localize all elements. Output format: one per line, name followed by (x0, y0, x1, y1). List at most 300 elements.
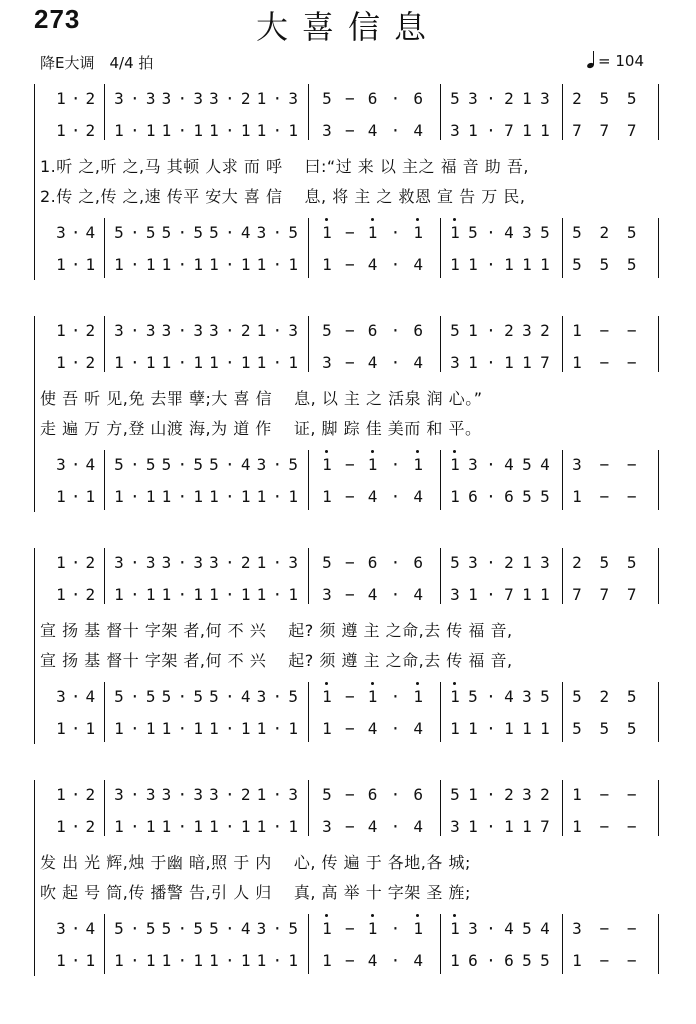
music-system (0, 784, 696, 984)
barline (562, 914, 563, 974)
note: 1 (256, 121, 267, 140)
note: 1 (56, 585, 66, 604)
barline (104, 316, 105, 372)
note: 1 (161, 487, 172, 506)
note: 7 (504, 585, 514, 604)
note: 1 (540, 719, 550, 738)
note: 1 (240, 255, 251, 274)
note: 5 (161, 223, 172, 242)
note: 4 (413, 951, 423, 970)
dot-mark: · (70, 89, 81, 108)
dot-mark: · (390, 553, 401, 572)
note: 4 (367, 585, 378, 604)
high-octave-dot (325, 450, 328, 453)
sustain-dash: − (344, 719, 355, 738)
barline (562, 548, 563, 604)
note: 1 (572, 353, 582, 372)
lyric-text: 宣 扬 基 督十 字架 者,何 不 兴 起? 须 遵 主 之命,去 传 福 音, (40, 651, 513, 670)
note: 1 (256, 255, 267, 274)
dot-mark: · (225, 455, 235, 474)
note: 4 (85, 223, 96, 242)
note: 1 (145, 121, 156, 140)
high-octave-dot (371, 450, 374, 453)
note: 6 (468, 487, 478, 506)
note: 1 (114, 255, 124, 274)
quarter-note-icon (587, 52, 595, 68)
note: 5 (540, 687, 550, 706)
note: 5 (626, 223, 637, 242)
dot-mark: · (272, 89, 283, 108)
note: 1 (145, 719, 156, 738)
sustain-dash: − (599, 353, 610, 372)
barline (440, 218, 441, 278)
note: 3 (450, 585, 460, 604)
note: 4 (413, 121, 423, 140)
note: 1 (468, 121, 478, 140)
dot-mark: · (70, 719, 81, 738)
lyric-line (0, 184, 696, 210)
dot-mark: · (130, 121, 140, 140)
high-octave-dot (325, 682, 328, 685)
barline (440, 548, 441, 604)
hymn-number: 273 (34, 4, 81, 34)
barline (104, 548, 105, 604)
barline (308, 218, 309, 278)
note: 2 (85, 321, 96, 340)
note: 5 (572, 687, 582, 706)
dot-mark: · (390, 121, 401, 140)
lyric-text: 使 吾 听 见,免 去罪 孽;大 喜 信 息, 以 主 之 活泉 润 心。” (40, 389, 483, 408)
note: 5 (572, 223, 582, 242)
note: 2 (599, 223, 610, 242)
dot-mark: · (272, 687, 283, 706)
dot-mark: · (177, 585, 188, 604)
note: 1 (411, 918, 425, 940)
note: 3 (56, 455, 66, 474)
barline (308, 548, 309, 604)
sustain-dash: − (599, 951, 610, 970)
dot-mark: · (486, 919, 496, 938)
note: 3 (540, 553, 550, 572)
note: 2 (85, 121, 96, 140)
dot-mark: · (225, 817, 235, 836)
note: 5 (468, 687, 478, 706)
dot-mark: · (486, 121, 496, 140)
note: 7 (626, 585, 637, 604)
note: 5 (626, 255, 637, 274)
dot-mark: · (390, 487, 401, 506)
note: 1 (448, 918, 462, 940)
dot-mark: · (390, 719, 401, 738)
dot-mark: · (225, 919, 235, 938)
note: 4 (85, 687, 96, 706)
high-octave-dot (453, 218, 456, 221)
note: 1 (468, 585, 478, 604)
dot-mark: · (390, 785, 401, 804)
dot-mark: · (130, 585, 140, 604)
dot-mark: · (70, 553, 81, 572)
note: 1 (522, 255, 532, 274)
note: 4 (367, 487, 378, 506)
system-left-line (34, 780, 35, 976)
note: 1 (504, 255, 514, 274)
dot-mark: · (225, 89, 235, 108)
dot-mark: · (70, 487, 81, 506)
dot-mark: · (177, 321, 188, 340)
note: 5 (599, 255, 610, 274)
high-octave-dot (325, 914, 328, 917)
note: 5 (193, 223, 203, 242)
note: 1 (85, 719, 96, 738)
sustain-dash: − (626, 321, 637, 340)
note: 7 (540, 817, 550, 836)
note: 5 (288, 687, 298, 706)
note: 1 (114, 487, 124, 506)
barline (658, 548, 659, 604)
dot-mark: · (390, 919, 401, 938)
note: 4 (413, 719, 423, 738)
sustain-dash: − (626, 919, 637, 938)
note: 1 (288, 487, 298, 506)
note: 2 (599, 687, 610, 706)
note: 3 (145, 785, 156, 804)
dot-mark: · (272, 487, 283, 506)
sustain-dash: − (344, 919, 355, 938)
dot-mark: · (390, 89, 401, 108)
system-left-line (34, 316, 35, 512)
note: 6 (367, 321, 378, 340)
dot-mark: · (225, 719, 235, 738)
note: 1 (161, 719, 172, 738)
note: 6 (504, 487, 514, 506)
note: 1 (209, 817, 219, 836)
note: 1 (256, 321, 267, 340)
dot-mark: · (225, 321, 235, 340)
note: 5 (193, 455, 203, 474)
high-octave-dot (371, 218, 374, 221)
note: 3 (572, 455, 582, 474)
note: 1 (522, 719, 532, 738)
dot-mark: · (390, 223, 401, 242)
note: 3 (56, 223, 66, 242)
note: 4 (240, 919, 251, 938)
note: 1 (240, 585, 251, 604)
dot-mark: · (225, 255, 235, 274)
note: 2 (85, 553, 96, 572)
note: 5 (540, 223, 550, 242)
note: 6 (504, 951, 514, 970)
dot-mark: · (130, 719, 140, 738)
lyric-text: 吹 起 号 筒,传 播警 告,引 人 归 真, 高 举 十 字架 圣 旌; (40, 883, 471, 902)
note: 5 (322, 321, 332, 340)
barline (104, 914, 105, 974)
note: 1 (256, 553, 267, 572)
sustain-dash: − (344, 553, 355, 572)
note: 5 (161, 919, 172, 938)
high-octave-dot (453, 450, 456, 453)
note: 7 (572, 585, 582, 604)
dot-mark: · (486, 353, 496, 372)
dot-mark: · (177, 255, 188, 274)
note: 1 (145, 353, 156, 372)
note: 1 (411, 686, 425, 708)
dot-mark: · (70, 223, 81, 242)
lyric-text: 2.传 之,传 之,速 传平 安大 喜 信 息, 将 主 之 救恩 宣 告 万 民, (40, 187, 526, 206)
sustain-dash: − (344, 89, 355, 108)
note: 3 (450, 817, 460, 836)
dot-mark: · (390, 321, 401, 340)
system-left-line (34, 84, 35, 280)
dot-mark: · (272, 785, 283, 804)
dot-mark: · (272, 817, 283, 836)
note: 5 (193, 919, 203, 938)
note: 4 (367, 353, 378, 372)
note: 3 (161, 785, 172, 804)
note: 5 (599, 553, 610, 572)
note: 5 (599, 89, 610, 108)
note: 1 (85, 951, 96, 970)
note: 3 (288, 785, 298, 804)
dot-mark: · (130, 487, 140, 506)
note: 6 (413, 321, 423, 340)
note: 1 (468, 817, 478, 836)
note: 4 (240, 223, 251, 242)
note: 2 (504, 321, 514, 340)
barline (308, 316, 309, 372)
note: 1 (56, 553, 66, 572)
dot-mark: · (486, 585, 496, 604)
note: 5 (599, 719, 610, 738)
note: 5 (626, 89, 637, 108)
note: 1 (504, 353, 514, 372)
dot-mark: · (486, 89, 496, 108)
note: 1 (322, 487, 332, 506)
note: 1 (504, 817, 514, 836)
note: 1 (468, 719, 478, 738)
dot-mark: · (390, 687, 401, 706)
note: 1 (468, 321, 478, 340)
note: 1 (504, 719, 514, 738)
note: 4 (85, 919, 96, 938)
dot-mark: · (177, 553, 188, 572)
dot-mark: · (70, 919, 81, 938)
high-octave-dot (416, 682, 419, 685)
note: 5 (145, 455, 156, 474)
note: 2 (240, 553, 251, 572)
note: 6 (413, 785, 423, 804)
note: 3 (209, 89, 219, 108)
sustain-dash: − (344, 785, 355, 804)
note: 5 (209, 455, 219, 474)
note: 3 (161, 321, 172, 340)
lyric-text: 发 出 光 辉,烛 于幽 暗,照 于 内 心, 传 遍 于 各地,各 城; (40, 853, 471, 872)
note: 1 (209, 121, 219, 140)
note: 3 (468, 919, 478, 938)
sustain-dash: − (344, 951, 355, 970)
note: 1 (161, 121, 172, 140)
sustain-dash: − (626, 951, 637, 970)
note: 1 (256, 89, 267, 108)
note: 5 (161, 455, 172, 474)
note: 1 (256, 353, 267, 372)
dot-mark: · (130, 785, 140, 804)
sustain-dash: − (599, 817, 610, 836)
note: 1 (288, 585, 298, 604)
note: 3 (522, 321, 532, 340)
barline (562, 218, 563, 278)
barline (440, 780, 441, 836)
dot-mark: · (130, 89, 140, 108)
sustain-dash: − (599, 785, 610, 804)
note: 2 (504, 89, 514, 108)
dot-mark: · (70, 687, 81, 706)
dot-mark: · (177, 719, 188, 738)
note: 1 (56, 121, 66, 140)
sustain-dash: − (626, 455, 637, 474)
note: 5 (522, 919, 532, 938)
note: 5 (161, 687, 172, 706)
lyric-text: 1.听 之,听 之,马 其顿 人求 而 呼 曰:“过 来 以 主之 福 音 助 吾, (40, 157, 529, 176)
dot-mark: · (70, 455, 81, 474)
note: 3 (256, 919, 267, 938)
lyric-line (0, 648, 696, 674)
high-octave-dot (453, 682, 456, 685)
note: 5 (193, 687, 203, 706)
note: 3 (56, 919, 66, 938)
note: 1 (114, 585, 124, 604)
dot-mark: · (225, 553, 235, 572)
note: 4 (504, 455, 514, 474)
note: 1 (145, 585, 156, 604)
barline (308, 914, 309, 974)
dot-mark: · (70, 255, 81, 274)
note: 1 (240, 353, 251, 372)
note: 1 (450, 719, 460, 738)
note: 1 (193, 121, 203, 140)
note: 2 (240, 89, 251, 108)
barline (308, 780, 309, 836)
dot-mark: · (390, 255, 401, 274)
note: 5 (540, 951, 550, 970)
note: 3 (256, 687, 267, 706)
note: 6 (367, 785, 378, 804)
sustain-dash: − (626, 817, 637, 836)
dot-mark: · (225, 785, 235, 804)
note: 1 (366, 918, 380, 940)
sustain-dash: − (599, 455, 610, 474)
note: 3 (468, 553, 478, 572)
dot-mark: · (177, 951, 188, 970)
note: 3 (114, 553, 124, 572)
note: 1 (145, 255, 156, 274)
note: 3 (114, 785, 124, 804)
note: 1 (114, 719, 124, 738)
note: 3 (522, 785, 532, 804)
lyric-text: 宣 扬 基 督十 字架 者,何 不 兴 起? 须 遵 主 之命,去 传 福 音, (40, 621, 513, 640)
note: 1 (320, 686, 334, 708)
note: 2 (85, 353, 96, 372)
note: 1 (288, 353, 298, 372)
note: 1 (240, 121, 251, 140)
note: 1 (56, 321, 66, 340)
note: 1 (161, 951, 172, 970)
note: 1 (56, 951, 66, 970)
dot-mark: · (272, 919, 283, 938)
note: 1 (572, 951, 582, 970)
note: 1 (450, 951, 460, 970)
note: 4 (540, 919, 550, 938)
note: 1 (320, 222, 334, 244)
note: 3 (161, 89, 172, 108)
lyric-line (0, 850, 696, 876)
dot-mark: · (177, 121, 188, 140)
sustain-dash: − (344, 223, 355, 242)
sustain-dash: − (344, 353, 355, 372)
note: 1 (114, 817, 124, 836)
note: 1 (411, 454, 425, 476)
note: 3 (209, 321, 219, 340)
note: 2 (572, 553, 582, 572)
note: 3 (522, 223, 532, 242)
hymn-title: 大喜信息 (255, 8, 440, 46)
barline (308, 450, 309, 510)
note: 1 (540, 255, 550, 274)
note: 1 (450, 255, 460, 274)
note: 1 (256, 817, 267, 836)
sustain-dash: − (599, 321, 610, 340)
note: 1 (161, 817, 172, 836)
dot-mark: · (225, 487, 235, 506)
note: 4 (85, 455, 96, 474)
dot-mark: · (272, 255, 283, 274)
barline (440, 84, 441, 140)
note: 3 (288, 321, 298, 340)
note: 4 (367, 121, 378, 140)
note: 3 (193, 89, 203, 108)
note: 3 (322, 353, 332, 372)
note: 4 (540, 455, 550, 474)
note: 1 (56, 353, 66, 372)
dot-mark: · (390, 455, 401, 474)
note: 5 (145, 223, 156, 242)
note: 1 (145, 817, 156, 836)
note: 3 (468, 89, 478, 108)
note: 1 (56, 719, 66, 738)
note: 1 (145, 951, 156, 970)
note: 5 (288, 919, 298, 938)
dot-mark: · (272, 353, 283, 372)
dot-mark: · (272, 121, 283, 140)
note: 1 (85, 255, 96, 274)
note: 7 (540, 353, 550, 372)
note: 3 (322, 585, 332, 604)
sustain-dash: − (344, 321, 355, 340)
note: 5 (468, 223, 478, 242)
note: 5 (626, 553, 637, 572)
barline (658, 682, 659, 742)
note: 3 (450, 121, 460, 140)
high-octave-dot (325, 218, 328, 221)
note: 4 (504, 919, 514, 938)
note: 1 (288, 255, 298, 274)
note: 6 (413, 89, 423, 108)
dot-mark: · (486, 455, 496, 474)
barline (440, 450, 441, 510)
note: 4 (413, 255, 423, 274)
barline (104, 780, 105, 836)
note: 1 (411, 222, 425, 244)
note: 1 (193, 255, 203, 274)
